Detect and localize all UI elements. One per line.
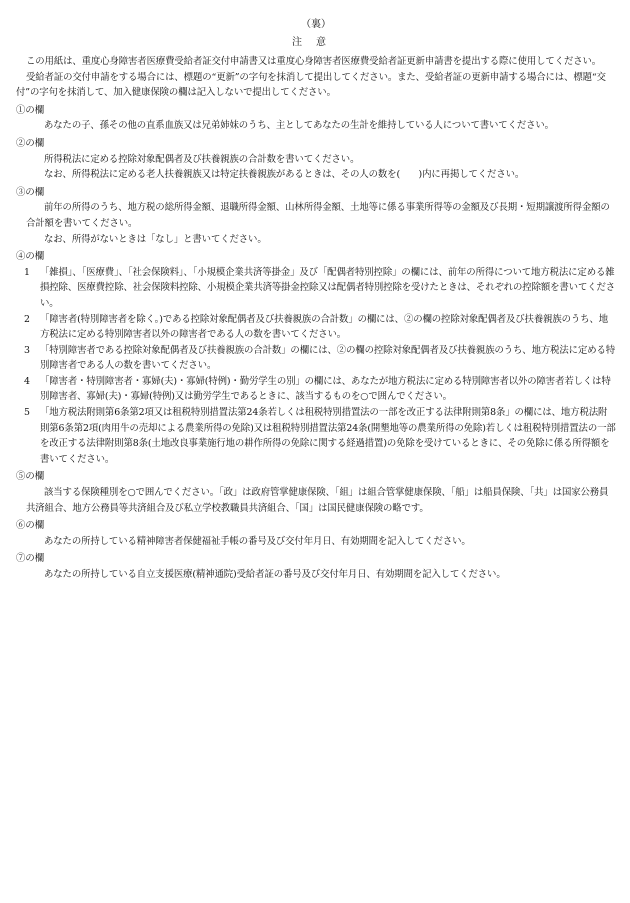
section-3-paragraph-1: 前年の所得のうち、地方税の総所得金額、退職所得金額、山林所得金額、土地等に係る事業所得等の金額及び長期・短期譲渡所得金額の合計額を書いてください。 (26, 202, 610, 229)
list-item-text: 「障害者・特別障害者・寡婦(夫)・寡婦(特例)・勤労学生の別」の欄には、あなたが地方税法に定める特別障害者以外の障害者若しくは特別障害者、寡婦(夫)・寡婦(特例)又は勤労学生であるときに、該当するものを○で囲んでください。 (40, 375, 611, 403)
list-item (16, 343, 616, 374)
list-item-number: 5 (24, 407, 30, 419)
section-7-paragraph: あなたの所持している自立支援医療(精神通院)受給者証の番号及び交付年月日、有効期間を記入してください。 (44, 569, 506, 580)
list-item-text: 「特別障害者である控除対象配偶者及び扶養親族の合計数」の欄には、②の欄の控除対象配偶者及び扶養親族のうち、地方税法に定める特別障害者である人の数を書いてください。 (40, 344, 616, 372)
list-item-text: 「障害者(特別障害者を除く。)である控除対象配偶者及び扶養親族の合計数」の欄には、②の欄の控除対象配偶者及び扶養親族のうち、地方税法に定める特別障害者以外の障害者である人の数を書いてください。 (40, 313, 609, 341)
intro-paragraph-1: この用紙は、重度心身障害者医療費受給者証交付申請書又は重度心身障害者医療費受給者証更新申請書を提出する際に使用してください。 (26, 56, 602, 67)
section-4-title: ④の欄 (16, 251, 45, 263)
section-2-paragraph-1: 所得税法に定める控除対象配偶者及び扶養親族の合計数を書いてください。 (44, 153, 360, 165)
list-item-number: 2 (24, 313, 30, 325)
list-item (16, 405, 616, 467)
list-item-text: 「雑損」、「医療費」、「社会保険料」、「小規模企業共済等掛金」及び「配偶者特別控除」の欄には、前年の所得について地方税法に定める雑損控除、医療費控除、社会保険料控除、小規模企業共済等掛金控除又は配偶者特別控除を受けたときは、それぞれの控除額を書いてください。 (40, 266, 616, 309)
section-2-title: ②の欄 (16, 137, 45, 149)
side-label: （裏） (301, 19, 331, 30)
list-item-text: 「地方税法附則第6条第2項又は租税特別措置法第24条若しくは租税特別措置法の一部を改正する法律附則第8条」の欄には、地方税法附則第6条第2項(肉用牛の売却による農業所得の免除)又は租税特別措置法第24条(開墾地等の農業所得の免除)若しくは租税特別措置法の一部を改正する法律附則第8条(土地改良事業施行地の耕作所得の免除に関する経過措置)の免除を受けているときに、その免除に係る所得額を書いてください。 (40, 407, 616, 465)
section-5-paragraph: 該当する保険種別を○で囲んでください。「政」は政府管掌健康保険、「組」は組合管掌健康保険、「船」は船員保険、「共」は国家公務員共済組合、地方公務員等共済組合及び私立学校教職員共済組合、「国」は国民健康保険の略です。 (26, 487, 609, 514)
section-2-paragraph-2: なお、所得税法に定める老人扶養親族又は特定扶養親族があるときは、その人の数を( )内に再掲してください。 (44, 169, 525, 181)
list-item-number: 1 (24, 266, 30, 278)
intro-paragraph-2: 受給者証の交付申請をする場合には、標題の“更新”の字句を抹消して提出してください。また、受給者証の更新申請する場合には、標題“交付”の字句を抹消して、加入健康保険の欄は記入しないで提出してください。 (16, 71, 606, 99)
list-item-number: 4 (24, 375, 30, 387)
section-7-title: ⑦の欄 (16, 553, 45, 565)
list-item (16, 374, 616, 405)
list-item (16, 265, 616, 312)
section-5-title: ⑤の欄 (16, 471, 45, 483)
list-item (16, 312, 616, 343)
section-1-title: ①の欄 (16, 104, 45, 116)
section-6-title: ⑥の欄 (16, 520, 45, 532)
section-3-paragraph-2: なお、所得がないときは「なし」と書いてください。 (44, 233, 267, 245)
section-6-paragraph: あなたの所持している精神障害者保健福祉手帳の番号及び交付年月日、有効期間を記入してください。 (44, 535, 471, 547)
section-1-paragraph: あなたの子、孫その他の直系血族又は兄弟姉妹のうち、主としてあなたの生計を維持している人について書いてください。 (44, 120, 554, 132)
section-3-title: ③の欄 (16, 186, 45, 198)
list-item-number: 3 (24, 344, 30, 356)
page-title: 注意 (292, 37, 340, 48)
